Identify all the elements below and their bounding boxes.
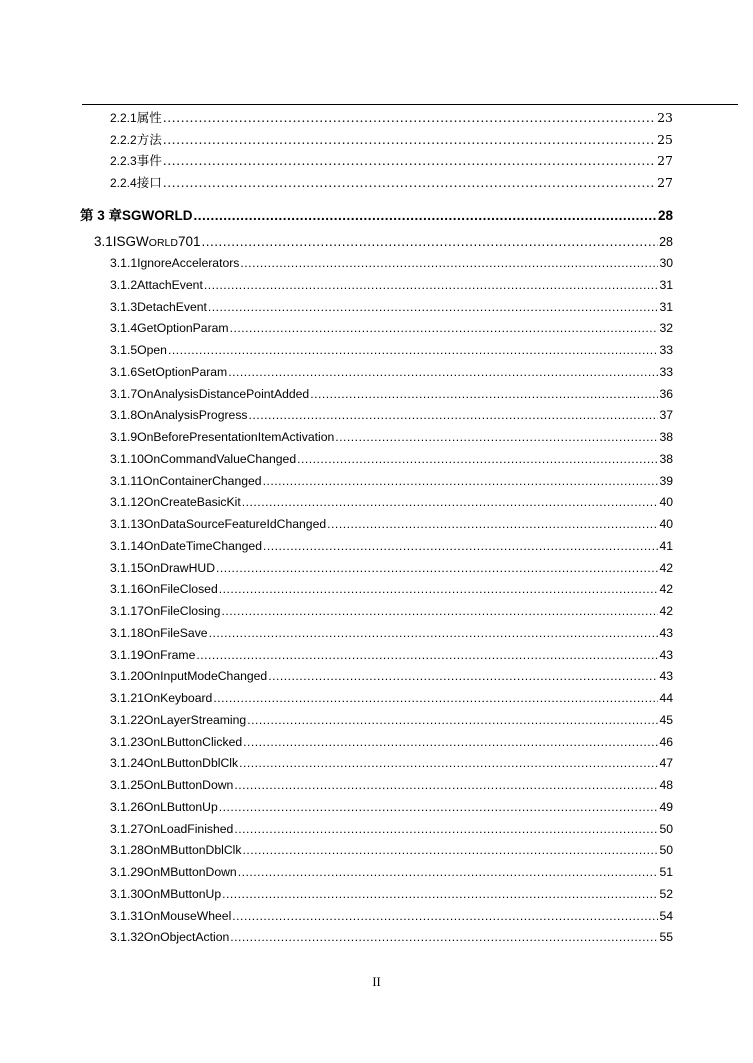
dot-leader <box>213 691 658 705</box>
toc-entry-number: 3.1.11 <box>110 473 143 488</box>
toc-entry-number: 3.1.23 <box>110 734 144 749</box>
toc-entry-page: 38 <box>659 451 673 466</box>
toc-entry-title: 接口 <box>136 175 162 190</box>
toc-entry-title: GetOptionParam <box>137 321 229 336</box>
chapter-page: 28 <box>657 208 673 223</box>
toc-entry-title: OnLButtonDown <box>143 778 234 792</box>
toc-entry-number: 3.1.15 <box>110 560 144 575</box>
dot-leader <box>297 452 658 466</box>
toc-entry-title: OnInputModeChanged <box>143 669 268 684</box>
dot-leader <box>202 234 659 249</box>
toc-entry[interactable] <box>110 800 673 814</box>
dot-leader <box>268 669 658 683</box>
toc-entry-page: 32 <box>659 321 673 336</box>
dot-leader <box>239 756 658 770</box>
dot-leader <box>249 408 659 422</box>
toc-entry-page: 36 <box>659 386 673 401</box>
toc-entry-number: 2.2.4 <box>110 176 137 190</box>
toc-entry[interactable] <box>110 822 673 836</box>
dot-leader <box>327 517 658 531</box>
toc-entry-page: 27 <box>657 175 673 190</box>
dot-leader <box>216 561 658 575</box>
toc-entry-number: 3.1.4 <box>110 321 138 336</box>
toc-entry-number: 3.1.2 <box>110 277 138 292</box>
toc-section-entry[interactable] <box>94 234 673 249</box>
header-rule <box>82 104 738 105</box>
toc-entry-page: 47 <box>659 756 673 771</box>
dot-leader <box>242 495 659 509</box>
toc-entry-number: 3.1.32 <box>110 930 144 945</box>
toc-entry-page: 50 <box>659 843 673 858</box>
toc-entry-page: 33 <box>659 364 673 379</box>
toc-entry-title: AttachEvent <box>137 277 203 292</box>
toc-entry-page: 43 <box>659 647 673 662</box>
toc-entry[interactable] <box>110 735 673 749</box>
toc-entry-page: 37 <box>659 408 673 423</box>
dot-leader <box>232 909 658 923</box>
dot-leader <box>230 321 659 335</box>
toc-entry-number: 3.1.8 <box>110 408 138 423</box>
toc-entry-page: 42 <box>659 560 673 575</box>
toc-entry[interactable] <box>110 778 673 792</box>
toc-entry-title: OnCreateBasicKit <box>143 495 241 510</box>
toc-entry-title: OnAnalysisDistancePointAdded <box>137 386 310 401</box>
toc-entry-page: 31 <box>659 299 673 314</box>
toc-entry-page: 31 <box>659 277 673 292</box>
toc-entry[interactable] <box>110 495 673 509</box>
chapter-title: SGWORLD <box>122 208 193 223</box>
toc-entry-number: 3.1.1 <box>110 256 138 270</box>
toc-entry-title: SetOptionParam <box>137 364 228 379</box>
toc-entry-page: 54 <box>659 908 673 923</box>
toc-entry-number: 3.1.20 <box>110 669 144 684</box>
toc-entry-number: 3.1.26 <box>110 799 144 814</box>
dot-leader <box>310 387 658 401</box>
toc-entry-title: OnFrame <box>143 647 196 662</box>
dot-leader <box>242 843 658 857</box>
toc-chapter-entry[interactable] <box>80 204 673 224</box>
toc-entry[interactable] <box>110 930 673 944</box>
toc-entry-page: 23 <box>657 110 673 125</box>
toc-entry-title: OnMButtonDown <box>143 865 237 879</box>
toc-entry-title: OnMButtonUp <box>143 886 222 901</box>
toc-entry-number: 3.1.12 <box>110 495 144 510</box>
toc-entry-page: 49 <box>659 799 673 814</box>
page-number-footer: II <box>372 975 381 989</box>
toc-entry[interactable] <box>110 756 673 770</box>
toc-entry-number: 3.1.27 <box>110 821 144 836</box>
dot-leader <box>204 278 659 292</box>
dot-leader <box>234 822 658 836</box>
toc-entry[interactable] <box>110 669 673 683</box>
toc-entry-number: 3.1.21 <box>110 691 144 705</box>
toc-entry-title: OnLButtonDblClk <box>143 756 239 771</box>
dot-leader <box>209 626 659 640</box>
toc-entry-title: OnBeforePresentationItemActivation <box>137 430 335 444</box>
toc-entry-number: 3.1.7 <box>110 386 138 401</box>
toc-entry-number: 3.1.17 <box>110 604 144 618</box>
toc-entry[interactable] <box>110 474 673 488</box>
toc-entry-number: 3.1.25 <box>110 778 144 792</box>
dot-leader <box>163 110 656 125</box>
dot-leader <box>263 474 659 488</box>
dot-leader <box>163 175 656 190</box>
toc-entry-title: OnDrawHUD <box>143 560 215 575</box>
toc-entry-title: OnLButtonUp <box>143 799 218 814</box>
toc-entry-number: 2.2.2 <box>110 133 137 147</box>
toc-entry-page: 39 <box>659 473 673 488</box>
toc-entry-number: 3.1.18 <box>110 625 144 640</box>
dot-leader <box>230 930 658 944</box>
toc-entry[interactable] <box>110 626 673 640</box>
toc-entry[interactable] <box>110 365 673 379</box>
toc-entry[interactable] <box>110 865 673 879</box>
toc-entry-number: 3.1.30 <box>110 886 144 901</box>
dot-leader <box>228 365 658 379</box>
toc-entry-page: 40 <box>659 517 673 531</box>
toc-entry-title: OnFileClosed <box>143 582 218 597</box>
toc-entry-page: 45 <box>659 712 673 727</box>
section-number: 3.1 <box>94 234 113 249</box>
toc-entry[interactable] <box>110 561 673 575</box>
toc-entry-title: OnMButtonDblClk <box>143 843 242 858</box>
chapter-number: 第 3 章 <box>80 208 123 223</box>
toc-entry-number: 3.1.19 <box>110 647 144 662</box>
toc-entry[interactable] <box>110 130 673 148</box>
toc-entry-title: OnDataSourceFeatureIdChanged <box>143 517 327 531</box>
toc-entry-title: Open <box>137 343 167 357</box>
toc-entry[interactable] <box>110 300 673 314</box>
toc-entry-title: IgnoreAccelerators <box>137 256 240 270</box>
toc-entry-page: 52 <box>659 886 673 901</box>
toc-entry-title: 事件 <box>136 153 162 168</box>
section-page: 28 <box>659 235 673 249</box>
dot-leader <box>335 430 658 444</box>
toc-entry-title: OnLayerStreaming <box>143 712 247 727</box>
toc-entry-page: 51 <box>659 865 673 879</box>
toc-entry[interactable] <box>110 648 673 662</box>
toc-entry-title: OnFileSave <box>143 625 208 640</box>
toc-entry-page: 25 <box>657 132 673 147</box>
toc-entry-page: 55 <box>659 930 673 945</box>
toc-entry-title: OnCommandValueChanged <box>143 451 297 466</box>
toc-entry-number: 3.1.6 <box>110 364 138 379</box>
dot-leader <box>163 132 656 147</box>
toc-entry-page: 40 <box>659 495 673 510</box>
toc-entry[interactable] <box>110 887 673 901</box>
toc-entry-page: 46 <box>659 734 673 749</box>
toc-entry[interactable] <box>110 909 673 923</box>
toc-entry-title: OnAnalysisProgress <box>137 408 248 423</box>
toc-entry-page: 27 <box>657 153 673 168</box>
toc-entry-number: 3.1.22 <box>110 712 144 727</box>
toc-entry-page: 48 <box>659 778 673 792</box>
section-title: ISGWORLD701 <box>112 234 201 249</box>
toc-entry-title: 属性 <box>136 110 162 125</box>
toc-entry[interactable] <box>110 582 673 596</box>
toc-entry-number: 3.1.29 <box>110 865 144 879</box>
toc-entry-number: 2.2.1 <box>110 111 137 125</box>
toc-entry-number: 3.1.24 <box>110 756 144 771</box>
dot-leader <box>208 300 659 314</box>
toc-entry-title: OnDateTimeChanged <box>143 538 262 553</box>
toc-entry[interactable] <box>110 408 673 422</box>
toc-entry-title: OnLButtonClicked <box>143 734 243 749</box>
dot-leader <box>243 735 658 749</box>
toc-entry[interactable] <box>110 387 673 401</box>
toc-entry-number: 3.1.5 <box>110 343 138 357</box>
toc-entry-page: 50 <box>659 821 673 836</box>
toc-entry[interactable] <box>110 173 673 191</box>
toc-entry-number: 3.1.10 <box>110 451 144 466</box>
toc-entry-page: 44 <box>659 691 673 705</box>
toc-entry-number: 3.1.28 <box>110 843 144 858</box>
dot-leader <box>196 648 658 662</box>
toc-entry[interactable] <box>110 278 673 292</box>
toc-entry[interactable] <box>110 539 673 553</box>
toc-entry-title: OnMouseWheel <box>143 908 232 923</box>
dot-leader <box>234 778 658 792</box>
toc-entry-title: OnObjectAction <box>143 930 230 945</box>
toc-entry-number: 3.1.3 <box>110 299 138 314</box>
dot-leader <box>163 153 656 168</box>
dot-leader <box>194 208 657 223</box>
toc-entry-page: 33 <box>659 343 673 357</box>
dot-leader <box>168 343 659 357</box>
toc-entry[interactable] <box>110 843 673 857</box>
dot-leader <box>222 887 658 901</box>
toc-entry[interactable] <box>110 452 673 466</box>
toc-entry[interactable] <box>110 151 673 169</box>
toc-entry-number: 2.2.3 <box>110 154 137 168</box>
toc-entry-page: 42 <box>659 582 673 597</box>
toc-entry[interactable] <box>110 321 673 335</box>
dot-leader <box>221 604 658 618</box>
dot-leader <box>247 713 658 727</box>
toc-entry-page: 43 <box>659 625 673 640</box>
dot-leader <box>263 539 658 553</box>
dot-leader <box>219 800 659 814</box>
toc-entry[interactable] <box>110 713 673 727</box>
toc-entry[interactable] <box>110 108 673 126</box>
toc-entry[interactable] <box>110 691 673 705</box>
toc-entry-title: 方法 <box>136 132 162 147</box>
toc-entry-number: 3.1.13 <box>110 517 144 531</box>
toc-entry-page: 38 <box>659 430 673 444</box>
toc-entry-page: 41 <box>659 538 673 553</box>
toc-entry-title: DetachEvent <box>137 299 207 314</box>
toc-entry[interactable] <box>110 517 673 531</box>
toc-entry-title: OnKeyboard <box>143 691 213 705</box>
toc-entry-number: 3.1.14 <box>110 538 144 553</box>
toc-entry-page: 43 <box>659 669 673 684</box>
dot-leader <box>240 256 658 270</box>
toc-entry[interactable] <box>110 256 673 270</box>
toc-entry-page: 30 <box>659 256 673 270</box>
toc-entry[interactable] <box>110 430 673 444</box>
toc-entry-page: 42 <box>659 604 673 618</box>
toc-entry-title: OnLoadFinished <box>143 821 234 836</box>
toc-entry-number: 3.1.31 <box>110 908 144 923</box>
dot-leader <box>219 582 659 596</box>
toc-entry-title: OnContainerChanged <box>142 473 262 488</box>
toc-entry[interactable] <box>110 343 673 357</box>
dot-leader <box>238 865 659 879</box>
toc-entry-number: 3.1.9 <box>110 430 138 444</box>
toc-entry-title: OnFileClosing <box>143 604 221 618</box>
toc-entry[interactable] <box>110 604 673 618</box>
toc-entry-number: 3.1.16 <box>110 582 144 597</box>
